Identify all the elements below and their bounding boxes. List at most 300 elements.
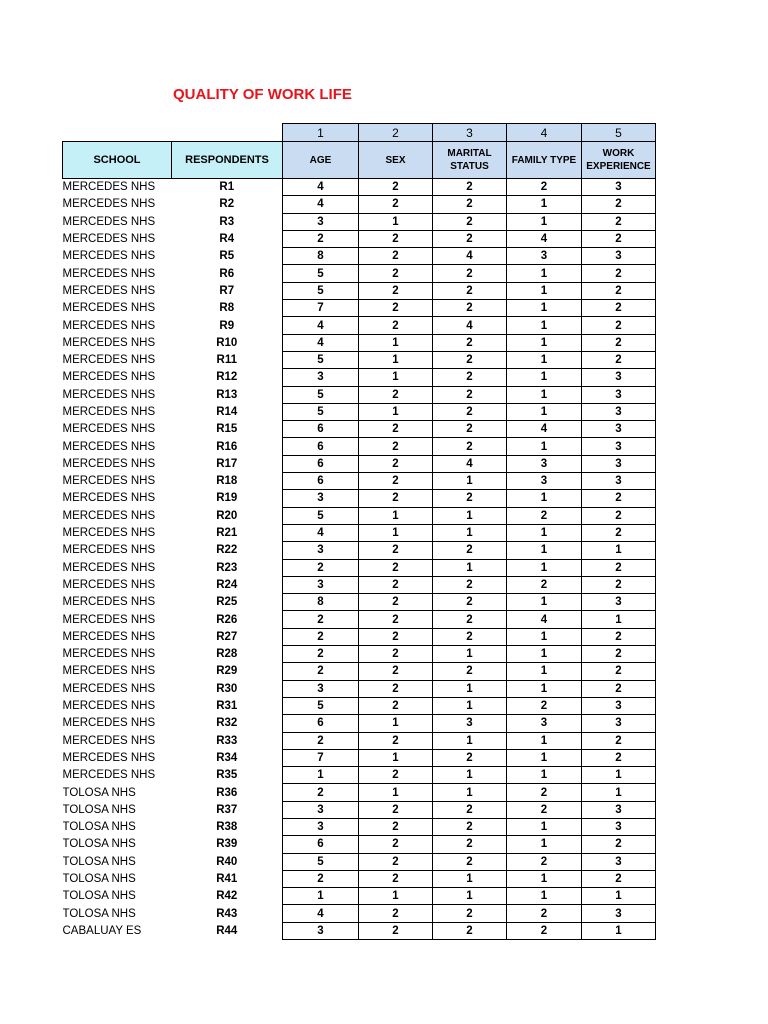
marital-status-cell[interactable]: 1: [433, 524, 507, 541]
family-type-cell[interactable]: 1: [507, 870, 582, 887]
family-type-cell[interactable]: 3: [507, 455, 582, 472]
work-experience-cell[interactable]: 2: [582, 334, 656, 351]
sex-cell[interactable]: 2: [359, 801, 433, 818]
respondent-cell[interactable]: R40: [216, 855, 238, 868]
sex-cell[interactable]: 2: [359, 196, 433, 213]
family-type-cell[interactable]: 1: [507, 594, 582, 611]
family-type-cell[interactable]: 1: [507, 542, 582, 559]
family-type-cell[interactable]: 1: [507, 749, 582, 766]
respondent-cell[interactable]: R4: [219, 233, 235, 246]
work-experience-cell[interactable]: 3: [582, 905, 656, 922]
sex-cell[interactable]: 2: [359, 317, 433, 334]
family-type-cell[interactable]: 1: [507, 559, 582, 576]
marital-status-cell[interactable]: 2: [433, 628, 507, 645]
work-experience-cell[interactable]: 2: [582, 490, 656, 507]
family-type-cell[interactable]: 1: [507, 438, 582, 455]
respondent-cell[interactable]: R17: [216, 457, 238, 470]
school-cell[interactable]: MERCEDES NHS: [62, 475, 156, 488]
respondent-cell[interactable]: R18: [216, 475, 238, 488]
work-experience-cell[interactable]: 3: [582, 697, 656, 714]
age-cell[interactable]: 5: [283, 697, 359, 714]
sex-cell[interactable]: 1: [359, 507, 433, 524]
school-cell[interactable]: MERCEDES NHS: [62, 613, 156, 626]
work-experience-cell[interactable]: 2: [582, 230, 656, 247]
family-type-cell[interactable]: 2: [507, 507, 582, 524]
family-type-cell[interactable]: 1: [507, 524, 582, 541]
marital-status-cell[interactable]: 1: [433, 697, 507, 714]
respondent-cell[interactable]: R22: [216, 544, 238, 557]
work-experience-cell[interactable]: 2: [582, 559, 656, 576]
respondent-cell[interactable]: R23: [216, 561, 238, 574]
school-cell[interactable]: MERCEDES NHS: [62, 527, 156, 540]
respondent-cell[interactable]: R10: [216, 336, 238, 349]
marital-status-cell[interactable]: 2: [433, 749, 507, 766]
sex-cell[interactable]: 2: [359, 265, 433, 282]
school-cell[interactable]: MERCEDES NHS: [62, 181, 156, 194]
school-cell[interactable]: MERCEDES NHS: [62, 406, 156, 418]
age-cell[interactable]: 4: [283, 334, 359, 351]
school-cell[interactable]: MERCEDES NHS: [62, 734, 156, 747]
marital-status-cell[interactable]: 2: [433, 611, 507, 628]
respondent-cell[interactable]: R8: [219, 302, 235, 315]
marital-status-cell[interactable]: 2: [433, 836, 507, 853]
age-cell[interactable]: 4: [283, 179, 359, 196]
age-cell[interactable]: 2: [283, 870, 359, 887]
age-cell[interactable]: 3: [283, 542, 359, 559]
sex-cell[interactable]: 2: [359, 594, 433, 611]
age-cell[interactable]: 4: [283, 524, 359, 541]
family-type-cell[interactable]: 1: [507, 213, 582, 230]
school-cell[interactable]: TOLOSA NHS: [62, 855, 136, 868]
marital-status-cell[interactable]: 1: [433, 559, 507, 576]
age-cell[interactable]: 2: [283, 611, 359, 628]
work-experience-cell[interactable]: 3: [582, 403, 656, 420]
marital-status-cell[interactable]: 1: [433, 473, 507, 490]
marital-status-cell[interactable]: 2: [433, 334, 507, 351]
sex-cell[interactable]: 2: [359, 870, 433, 887]
school-cell[interactable]: MERCEDES NHS: [62, 336, 156, 349]
age-cell[interactable]: 1: [283, 888, 359, 905]
family-type-cell[interactable]: 1: [507, 732, 582, 749]
family-type-cell[interactable]: 1: [507, 663, 582, 680]
sex-cell[interactable]: 2: [359, 576, 433, 593]
sex-cell[interactable]: 2: [359, 767, 433, 784]
family-type-cell[interactable]: 2: [507, 697, 582, 714]
sex-cell[interactable]: 2: [359, 646, 433, 663]
work-experience-cell[interactable]: 2: [582, 282, 656, 299]
school-cell[interactable]: TOLOSA NHS: [62, 786, 136, 799]
school-cell[interactable]: MERCEDES NHS: [62, 648, 156, 661]
sex-cell[interactable]: 2: [359, 230, 433, 247]
sex-cell[interactable]: 2: [359, 853, 433, 870]
work-experience-cell[interactable]: 3: [582, 594, 656, 611]
family-type-cell[interactable]: 1: [507, 300, 582, 317]
work-experience-cell[interactable]: 2: [582, 732, 656, 749]
marital-status-cell[interactable]: 2: [433, 490, 507, 507]
sex-cell[interactable]: 2: [359, 559, 433, 576]
work-experience-cell[interactable]: 3: [582, 455, 656, 472]
work-experience-cell[interactable]: 2: [582, 646, 656, 663]
respondent-cell[interactable]: R29: [216, 665, 238, 678]
school-cell[interactable]: MERCEDES NHS: [62, 319, 156, 332]
family-type-cell[interactable]: 3: [507, 715, 582, 732]
respondent-cell[interactable]: R28: [216, 648, 238, 661]
sex-cell[interactable]: 2: [359, 248, 433, 265]
family-type-cell[interactable]: 1: [507, 265, 582, 282]
work-experience-cell[interactable]: 3: [582, 715, 656, 732]
family-type-cell[interactable]: 4: [507, 611, 582, 628]
school-cell[interactable]: TOLOSA NHS: [62, 838, 136, 851]
work-experience-cell[interactable]: 2: [582, 351, 656, 368]
work-experience-cell[interactable]: 2: [582, 663, 656, 680]
age-cell[interactable]: 5: [283, 853, 359, 870]
respondent-cell[interactable]: R34: [216, 751, 238, 764]
marital-status-cell[interactable]: 1: [433, 784, 507, 801]
respondent-cell[interactable]: R13: [216, 388, 238, 401]
sex-cell[interactable]: 1: [359, 213, 433, 230]
work-experience-cell[interactable]: 3: [582, 473, 656, 490]
age-cell[interactable]: 6: [283, 455, 359, 472]
marital-status-cell[interactable]: 2: [433, 386, 507, 403]
column-number[interactable]: 2: [359, 124, 433, 142]
family-type-cell[interactable]: 1: [507, 369, 582, 386]
respondent-cell[interactable]: R26: [216, 613, 238, 626]
marital-status-cell[interactable]: 2: [433, 542, 507, 559]
respondent-cell[interactable]: R32: [216, 717, 238, 730]
marital-status-cell[interactable]: 2: [433, 438, 507, 455]
age-cell[interactable]: 2: [283, 646, 359, 663]
marital-status-cell[interactable]: 2: [433, 663, 507, 680]
respondent-cell[interactable]: R2: [219, 198, 235, 211]
age-cell[interactable]: 3: [283, 922, 359, 939]
sex-cell[interactable]: 2: [359, 663, 433, 680]
family-type-cell[interactable]: 1: [507, 490, 582, 507]
family-type-cell[interactable]: 1: [507, 351, 582, 368]
header-school[interactable]: SCHOOL: [63, 142, 172, 179]
marital-status-cell[interactable]: 2: [433, 300, 507, 317]
age-cell[interactable]: 3: [283, 680, 359, 697]
family-type-cell[interactable]: 1: [507, 818, 582, 835]
marital-status-cell[interactable]: 2: [433, 594, 507, 611]
marital-status-cell[interactable]: 4: [433, 317, 507, 334]
marital-status-cell[interactable]: 2: [433, 213, 507, 230]
sex-cell[interactable]: 2: [359, 905, 433, 922]
work-experience-cell[interactable]: 2: [582, 680, 656, 697]
school-cell[interactable]: MERCEDES NHS: [62, 665, 156, 678]
respondent-cell[interactable]: R27: [216, 630, 238, 643]
respondent-cell[interactable]: R39: [216, 838, 238, 851]
school-cell[interactable]: MERCEDES NHS: [62, 354, 156, 367]
work-experience-cell[interactable]: 1: [582, 767, 656, 784]
sex-cell[interactable]: 1: [359, 351, 433, 368]
sex-cell[interactable]: 1: [359, 524, 433, 541]
respondent-cell[interactable]: R33: [216, 734, 238, 747]
marital-status-cell[interactable]: 2: [433, 369, 507, 386]
age-cell[interactable]: 2: [283, 732, 359, 749]
school-cell[interactable]: MERCEDES NHS: [62, 561, 156, 574]
marital-status-cell[interactable]: 2: [433, 403, 507, 420]
school-cell[interactable]: MERCEDES NHS: [62, 423, 156, 436]
work-experience-cell[interactable]: 1: [582, 922, 656, 939]
work-experience-cell[interactable]: 3: [582, 818, 656, 835]
age-cell[interactable]: 4: [283, 905, 359, 922]
respondent-cell[interactable]: R43: [216, 907, 238, 920]
age-cell[interactable]: 8: [283, 594, 359, 611]
respondent-cell[interactable]: R6: [219, 267, 235, 280]
school-cell[interactable]: MERCEDES NHS: [62, 284, 156, 297]
respondent-cell[interactable]: R30: [216, 682, 238, 695]
family-type-cell[interactable]: 1: [507, 334, 582, 351]
family-type-cell[interactable]: 1: [507, 628, 582, 645]
family-type-cell[interactable]: 1: [507, 317, 582, 334]
header-respondents[interactable]: RESPONDENTS: [172, 142, 283, 179]
age-cell[interactable]: 3: [283, 818, 359, 835]
marital-status-cell[interactable]: 2: [433, 179, 507, 196]
sex-cell[interactable]: 2: [359, 611, 433, 628]
sex-cell[interactable]: 2: [359, 732, 433, 749]
sex-cell[interactable]: 1: [359, 715, 433, 732]
work-experience-cell[interactable]: 3: [582, 386, 656, 403]
school-cell[interactable]: MERCEDES NHS: [62, 630, 156, 643]
school-cell[interactable]: MERCEDES NHS: [62, 250, 156, 263]
school-cell[interactable]: MERCEDES NHS: [62, 388, 156, 401]
work-experience-cell[interactable]: 2: [582, 576, 656, 593]
age-cell[interactable]: 4: [283, 317, 359, 334]
header-family-type[interactable]: FAMILY TYPE: [507, 142, 582, 179]
work-experience-cell[interactable]: 1: [582, 784, 656, 801]
marital-status-cell[interactable]: 2: [433, 265, 507, 282]
age-cell[interactable]: 1: [283, 767, 359, 784]
age-cell[interactable]: 7: [283, 749, 359, 766]
column-number[interactable]: 4: [507, 124, 582, 142]
work-experience-cell[interactable]: 1: [582, 888, 656, 905]
respondent-cell[interactable]: R38: [216, 821, 238, 834]
work-experience-cell[interactable]: 2: [582, 507, 656, 524]
work-experience-cell[interactable]: 2: [582, 870, 656, 887]
respondent-cell[interactable]: R44: [216, 924, 238, 937]
header-marital-status[interactable]: MARITAL STATUS: [433, 142, 507, 179]
sex-cell[interactable]: 2: [359, 179, 433, 196]
school-cell[interactable]: TOLOSA NHS: [62, 890, 136, 903]
respondent-cell[interactable]: R11: [216, 354, 237, 367]
work-experience-cell[interactable]: 2: [582, 317, 656, 334]
age-cell[interactable]: 3: [283, 369, 359, 386]
family-type-cell[interactable]: 1: [507, 282, 582, 299]
age-cell[interactable]: 6: [283, 421, 359, 438]
work-experience-cell[interactable]: 3: [582, 421, 656, 438]
school-cell[interactable]: MERCEDES NHS: [62, 440, 156, 453]
age-cell[interactable]: 2: [283, 230, 359, 247]
family-type-cell[interactable]: 1: [507, 196, 582, 213]
respondent-cell[interactable]: R3: [219, 215, 235, 228]
school-cell[interactable]: MERCEDES NHS: [62, 509, 156, 522]
respondent-cell[interactable]: R12: [216, 371, 238, 384]
age-cell[interactable]: 2: [283, 559, 359, 576]
respondent-cell[interactable]: R41: [216, 873, 238, 886]
work-experience-cell[interactable]: 2: [582, 836, 656, 853]
family-type-cell[interactable]: 2: [507, 784, 582, 801]
respondent-cell[interactable]: R9: [219, 319, 235, 332]
age-cell[interactable]: 2: [283, 628, 359, 645]
respondent-cell[interactable]: R15: [216, 423, 238, 436]
marital-status-cell[interactable]: 2: [433, 818, 507, 835]
age-cell[interactable]: 5: [283, 265, 359, 282]
school-cell[interactable]: MERCEDES NHS: [62, 215, 156, 228]
age-cell[interactable]: 2: [283, 784, 359, 801]
respondent-cell[interactable]: R25: [216, 596, 238, 609]
sex-cell[interactable]: 2: [359, 680, 433, 697]
respondent-cell[interactable]: R1: [219, 181, 235, 194]
sex-cell[interactable]: 2: [359, 628, 433, 645]
marital-status-cell[interactable]: 1: [433, 646, 507, 663]
sex-cell[interactable]: 2: [359, 818, 433, 835]
school-cell[interactable]: MERCEDES NHS: [62, 682, 156, 695]
header-sex[interactable]: SEX: [359, 142, 433, 179]
age-cell[interactable]: 4: [283, 196, 359, 213]
column-number[interactable]: 5: [582, 124, 656, 142]
sex-cell[interactable]: 1: [359, 784, 433, 801]
header-age[interactable]: AGE: [283, 142, 359, 179]
respondent-cell[interactable]: R20: [216, 509, 238, 522]
respondent-cell[interactable]: R42: [216, 890, 238, 903]
age-cell[interactable]: 3: [283, 801, 359, 818]
sex-cell[interactable]: 2: [359, 455, 433, 472]
work-experience-cell[interactable]: 3: [582, 438, 656, 455]
age-cell[interactable]: 5: [283, 386, 359, 403]
work-experience-cell[interactable]: 3: [582, 179, 656, 196]
age-cell[interactable]: 3: [283, 490, 359, 507]
respondent-cell[interactable]: R21: [216, 527, 238, 540]
school-cell[interactable]: MERCEDES NHS: [62, 198, 156, 211]
work-experience-cell[interactable]: 2: [582, 213, 656, 230]
work-experience-cell[interactable]: 2: [582, 196, 656, 213]
respondent-cell[interactable]: R37: [216, 803, 238, 816]
respondent-cell[interactable]: R7: [219, 284, 235, 297]
family-type-cell[interactable]: 4: [507, 421, 582, 438]
sex-cell[interactable]: 2: [359, 490, 433, 507]
age-cell[interactable]: 6: [283, 836, 359, 853]
work-experience-cell[interactable]: 3: [582, 369, 656, 386]
sex-cell[interactable]: 2: [359, 922, 433, 939]
respondent-cell[interactable]: R14: [216, 406, 238, 418]
sex-cell[interactable]: 2: [359, 421, 433, 438]
family-type-cell[interactable]: 3: [507, 248, 582, 265]
school-cell[interactable]: TOLOSA NHS: [62, 873, 136, 886]
school-cell[interactable]: MERCEDES NHS: [62, 267, 156, 280]
school-cell[interactable]: MERCEDES NHS: [62, 751, 156, 764]
marital-status-cell[interactable]: 2: [433, 282, 507, 299]
school-cell[interactable]: MERCEDES NHS: [62, 457, 156, 470]
school-cell[interactable]: MERCEDES NHS: [62, 544, 156, 557]
age-cell[interactable]: 6: [283, 473, 359, 490]
age-cell[interactable]: 3: [283, 576, 359, 593]
family-type-cell[interactable]: 4: [507, 230, 582, 247]
school-cell[interactable]: MERCEDES NHS: [62, 302, 156, 315]
sex-cell[interactable]: 2: [359, 300, 433, 317]
age-cell[interactable]: 5: [283, 351, 359, 368]
marital-status-cell[interactable]: 2: [433, 421, 507, 438]
school-cell[interactable]: MERCEDES NHS: [62, 769, 156, 782]
header-work-experience[interactable]: WORK EXPERIENCE: [582, 142, 656, 179]
sex-cell[interactable]: 2: [359, 386, 433, 403]
school-cell[interactable]: MERCEDES NHS: [62, 717, 156, 730]
school-cell[interactable]: MERCEDES NHS: [62, 233, 156, 246]
respondent-cell[interactable]: R5: [219, 250, 235, 263]
family-type-cell[interactable]: 1: [507, 403, 582, 420]
family-type-cell[interactable]: 1: [507, 680, 582, 697]
marital-status-cell[interactable]: 2: [433, 230, 507, 247]
family-type-cell[interactable]: 1: [507, 767, 582, 784]
sex-cell[interactable]: 1: [359, 403, 433, 420]
school-cell[interactable]: MERCEDES NHS: [62, 700, 156, 713]
school-cell[interactable]: CABALUAY ES: [62, 924, 142, 937]
marital-status-cell[interactable]: 2: [433, 801, 507, 818]
school-cell[interactable]: MERCEDES NHS: [62, 492, 156, 505]
marital-status-cell[interactable]: 2: [433, 351, 507, 368]
marital-status-cell[interactable]: 4: [433, 455, 507, 472]
work-experience-cell[interactable]: 1: [582, 542, 656, 559]
family-type-cell[interactable]: 2: [507, 576, 582, 593]
marital-status-cell[interactable]: 4: [433, 248, 507, 265]
marital-status-cell[interactable]: 2: [433, 905, 507, 922]
sex-cell[interactable]: 1: [359, 888, 433, 905]
column-number[interactable]: 1: [283, 124, 359, 142]
sex-cell[interactable]: 1: [359, 334, 433, 351]
marital-status-cell[interactable]: 1: [433, 680, 507, 697]
work-experience-cell[interactable]: 2: [582, 265, 656, 282]
marital-status-cell[interactable]: 2: [433, 576, 507, 593]
respondent-cell[interactable]: R16: [216, 440, 238, 453]
sex-cell[interactable]: 2: [359, 473, 433, 490]
marital-status-cell[interactable]: 1: [433, 507, 507, 524]
work-experience-cell[interactable]: 2: [582, 749, 656, 766]
school-cell[interactable]: MERCEDES NHS: [62, 596, 156, 609]
work-experience-cell[interactable]: 2: [582, 524, 656, 541]
work-experience-cell[interactable]: 2: [582, 628, 656, 645]
sex-cell[interactable]: 1: [359, 749, 433, 766]
marital-status-cell[interactable]: 1: [433, 732, 507, 749]
marital-status-cell[interactable]: 2: [433, 922, 507, 939]
work-experience-cell[interactable]: 3: [582, 853, 656, 870]
work-experience-cell[interactable]: 1: [582, 611, 656, 628]
family-type-cell[interactable]: 1: [507, 888, 582, 905]
respondent-cell[interactable]: R24: [216, 578, 238, 591]
work-experience-cell[interactable]: 2: [582, 300, 656, 317]
sex-cell[interactable]: 2: [359, 542, 433, 559]
respondent-cell[interactable]: R31: [216, 700, 238, 713]
school-cell[interactable]: TOLOSA NHS: [62, 821, 136, 834]
respondent-cell[interactable]: R19: [216, 492, 238, 505]
family-type-cell[interactable]: 3: [507, 473, 582, 490]
age-cell[interactable]: 5: [283, 403, 359, 420]
age-cell[interactable]: 3: [283, 213, 359, 230]
sex-cell[interactable]: 2: [359, 282, 433, 299]
work-experience-cell[interactable]: 3: [582, 248, 656, 265]
family-type-cell[interactable]: 1: [507, 836, 582, 853]
family-type-cell[interactable]: 2: [507, 905, 582, 922]
school-cell[interactable]: TOLOSA NHS: [62, 803, 136, 816]
school-cell[interactable]: MERCEDES NHS: [62, 371, 156, 384]
age-cell[interactable]: 5: [283, 507, 359, 524]
age-cell[interactable]: 2: [283, 663, 359, 680]
respondent-cell[interactable]: R36: [216, 786, 238, 799]
column-number[interactable]: 3: [433, 124, 507, 142]
marital-status-cell[interactable]: 2: [433, 196, 507, 213]
sex-cell[interactable]: 2: [359, 836, 433, 853]
family-type-cell[interactable]: 2: [507, 179, 582, 196]
age-cell[interactable]: 6: [283, 438, 359, 455]
family-type-cell[interactable]: 2: [507, 801, 582, 818]
